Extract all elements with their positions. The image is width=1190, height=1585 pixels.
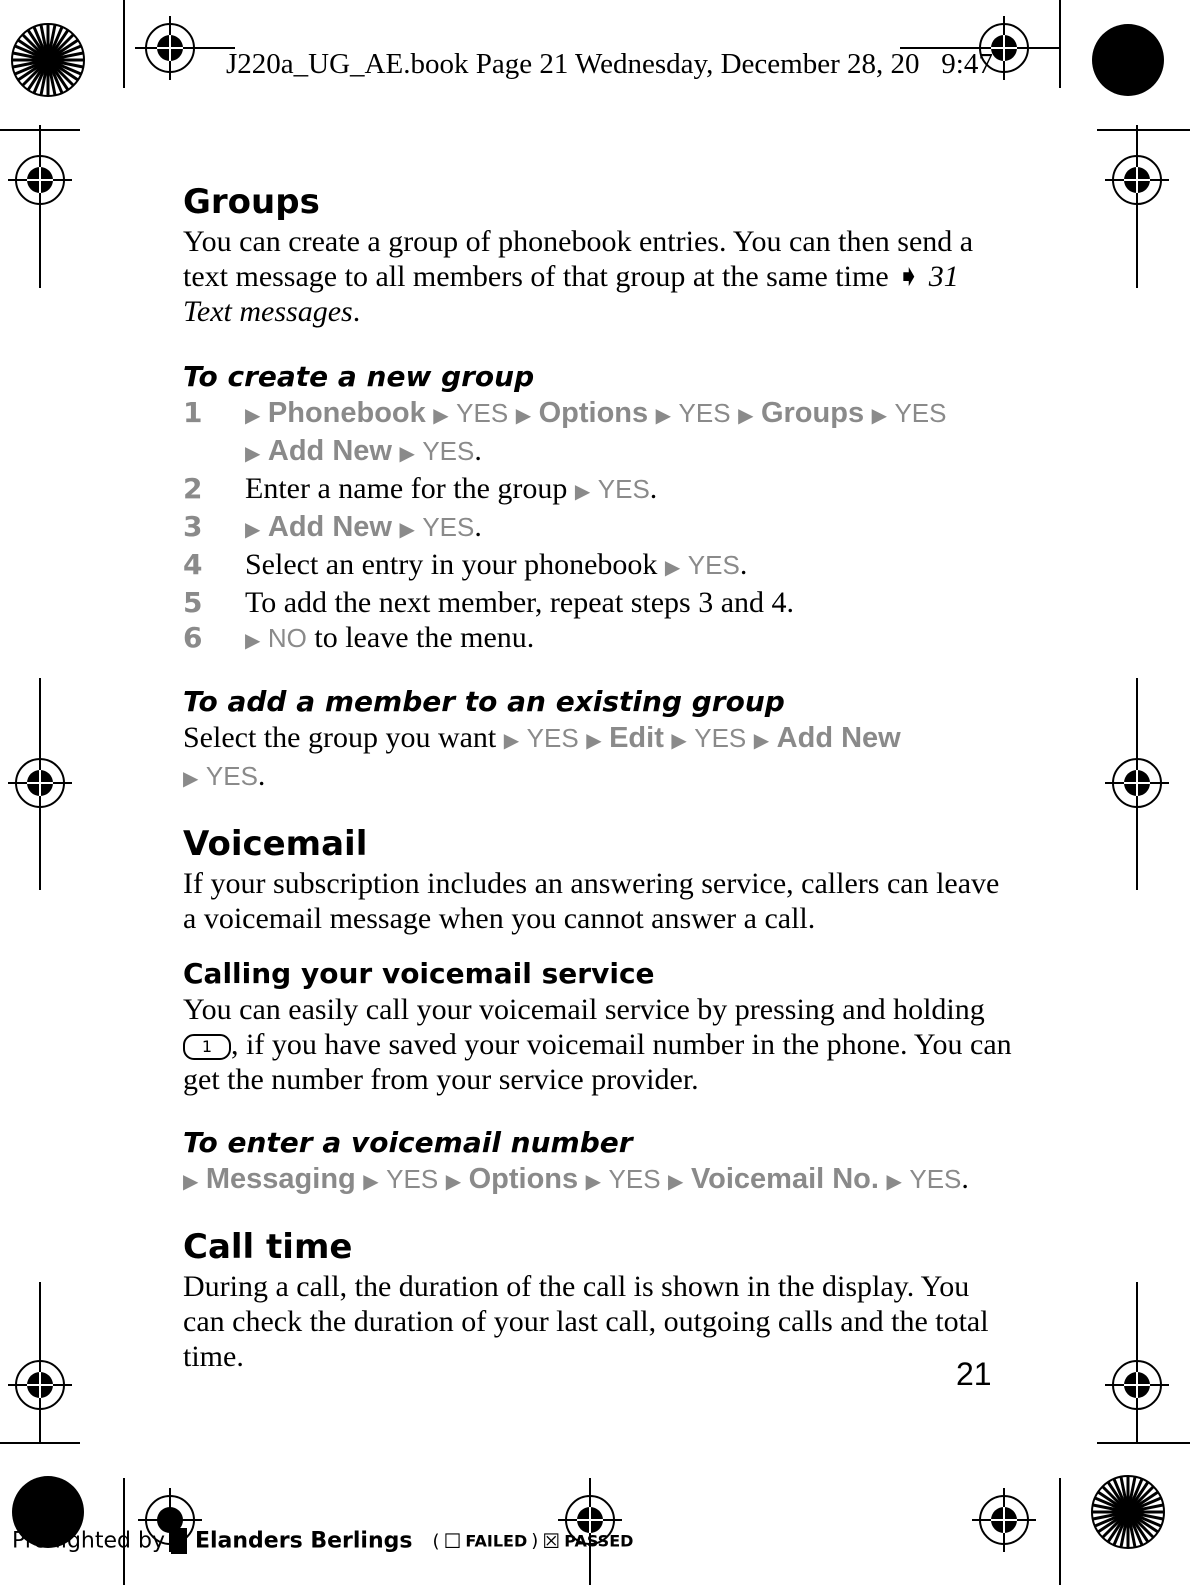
enter-voicemail-heading: To enter a voicemail number [183, 1126, 633, 1159]
step-text: Select an entry in your phonebook [245, 548, 658, 581]
checkbox-empty-icon: ☐ [443, 1529, 462, 1553]
page-number: 21 [956, 1356, 992, 1392]
arrow-icon: ▶ [664, 555, 681, 579]
arrow-icon: ▶ [245, 628, 261, 652]
menu-options: Options [468, 1163, 579, 1195]
step-number: 3 [183, 510, 203, 543]
arrow-icon: ▶ [586, 728, 602, 752]
key-yes: YES [526, 723, 579, 753]
brand-name: Elanders Berlings [194, 1528, 413, 1554]
arrow-icon: ▶ [871, 403, 887, 427]
step-number: 2 [183, 472, 203, 505]
call-time-text: During a call, the duration of the call is shown in the display. You can check the duration of your last call, outgoing calls and the total time. [183, 1270, 989, 1373]
key-no: NO [267, 623, 307, 653]
key-1-icon: 1 [183, 1034, 231, 1060]
key-yes: YES [678, 398, 731, 428]
call-time-heading: Call time [183, 1227, 353, 1267]
menu-voicemail-no: Voicemail No. [690, 1163, 879, 1195]
calling-text-2: , if you have saved your voicemail number in the phone. You can get the number from your service provider. [183, 1028, 1012, 1096]
step-5 [183, 585, 1013, 620]
calling-text-1: You can easily call your voicemail service by pressing and holding [183, 993, 985, 1026]
arrow-icon: ▶ [245, 441, 261, 465]
key-yes: YES [894, 398, 947, 428]
step-number: 6 [183, 621, 203, 654]
key-yes: YES [687, 550, 740, 580]
step-number: 5 [183, 586, 203, 619]
calling-voicemail-heading: Calling your voicemail service [183, 957, 655, 990]
menu-messaging: Messaging [205, 1163, 356, 1195]
key-yes: YES [597, 474, 650, 504]
groups-intro [183, 224, 1013, 329]
arrow-icon: ▶ [433, 403, 449, 427]
groups-reference: 31 Text messages [183, 260, 959, 328]
key-yes: YES [694, 723, 747, 753]
voicemail-heading: Voicemail [183, 824, 368, 864]
failed-label: FAILED [465, 1531, 528, 1551]
arrow-icon: ▶ [655, 403, 672, 427]
step-text: Enter a name for the group [245, 472, 568, 505]
step-3: 3 ▶ Add New ▶ YES. [183, 510, 482, 543]
arrow-icon: ▶ [445, 1169, 462, 1193]
period: . [352, 295, 361, 328]
groups-intro-text: You can create a group of phonebook entries. You can then send a text message to all members of that group at the same time [183, 225, 974, 293]
key-yes: YES [422, 436, 475, 466]
key-yes: YES [386, 1164, 439, 1194]
arrow-icon: ▶ [886, 1169, 902, 1193]
arrow-icon: ▶ [668, 1169, 684, 1193]
page-content [183, 180, 1013, 1374]
arrow-icon: ▶ [363, 1169, 379, 1193]
arrow-icon: ▶ [738, 403, 754, 427]
key-yes: YES [456, 398, 509, 428]
step-2: 2 Enter a name for the group ▶ YES. [183, 472, 658, 505]
arrow-icon: ▶ [574, 479, 591, 503]
arrow-icon: ▶ [245, 403, 261, 427]
arrow-icon: ▶ [503, 728, 520, 752]
menu-add-new: Add New [776, 722, 901, 754]
arrow-icon: ▶ [183, 766, 199, 790]
arrow-icon: ▶ [585, 1169, 602, 1193]
step-text: To add the next member, repeat steps 3 and 4. [245, 586, 795, 619]
arrow-icon: ▶ [671, 728, 687, 752]
step-text: to leave the menu. [314, 621, 535, 654]
menu-add-new: Add New [267, 511, 392, 543]
arrow-icon: ▶ [753, 728, 770, 752]
groups-heading: Groups [183, 182, 320, 222]
add-member-heading: To add a member to an existing group [183, 685, 785, 718]
menu-options: Options [538, 397, 649, 429]
arrow-icon: ▶ [183, 1169, 199, 1193]
step-1: 1 ▶ Phonebook ▶ YES ▶ Options ▶ YES ▶ Groups ▶ YES ▶ Add New ▶ YES. [183, 396, 947, 467]
instruction-text: Select the group you want [183, 721, 497, 754]
key-yes: YES [909, 1164, 962, 1194]
enter-voicemail-path: ▶ Messaging ▶ YES ▶ Options ▶ YES ▶ Voicemail No. ▶ YES. [183, 1162, 969, 1195]
arrow-icon: ▶ [399, 517, 415, 541]
menu-phonebook: Phonebook [267, 397, 426, 429]
create-group-steps [183, 395, 1013, 658]
preflighted-label: Preflighted by [12, 1528, 165, 1554]
step-6 [183, 620, 1013, 658]
checkbox-checked-icon: ☒ [542, 1529, 561, 1553]
key-yes: YES [608, 1164, 661, 1194]
key-yes: YES [422, 512, 475, 542]
create-group-heading: To create a new group [183, 360, 535, 393]
reference-arrow-icon: ➧ [896, 260, 922, 293]
brand-logo-icon [171, 1528, 187, 1554]
preflight-footer: Preflighted by Elanders Berlings ( ☐ FAILED ) ☒ PASSED [12, 1528, 634, 1554]
arrow-icon: ▶ [399, 441, 415, 465]
key-yes: YES [205, 761, 258, 791]
menu-add-new: Add New [267, 435, 392, 467]
passed-label: PASSED [564, 1531, 634, 1551]
voicemail-text: If your subscription includes an answering service, callers can leave a voicemail message when you cannot answer a call. [183, 867, 1000, 935]
arrow-icon: ▶ [515, 403, 532, 427]
arrow-icon: ▶ [245, 517, 261, 541]
calling-voicemail-text [183, 992, 1013, 1097]
step-number: 1 [183, 396, 203, 429]
step-4: 4 Select an entry in your phonebook ▶ YES. [183, 548, 748, 581]
add-member-instructions: Select the group you want ▶ YES ▶ Edit ▶ YES ▶ Add New ▶ YES. [183, 721, 901, 792]
page-header: J220a_UG_AE.book Page 21 Wednesday, December 28, 20 9:47 [226, 48, 993, 80]
menu-edit: Edit [609, 722, 664, 754]
step-number: 4 [183, 548, 203, 581]
menu-groups: Groups [760, 397, 865, 429]
